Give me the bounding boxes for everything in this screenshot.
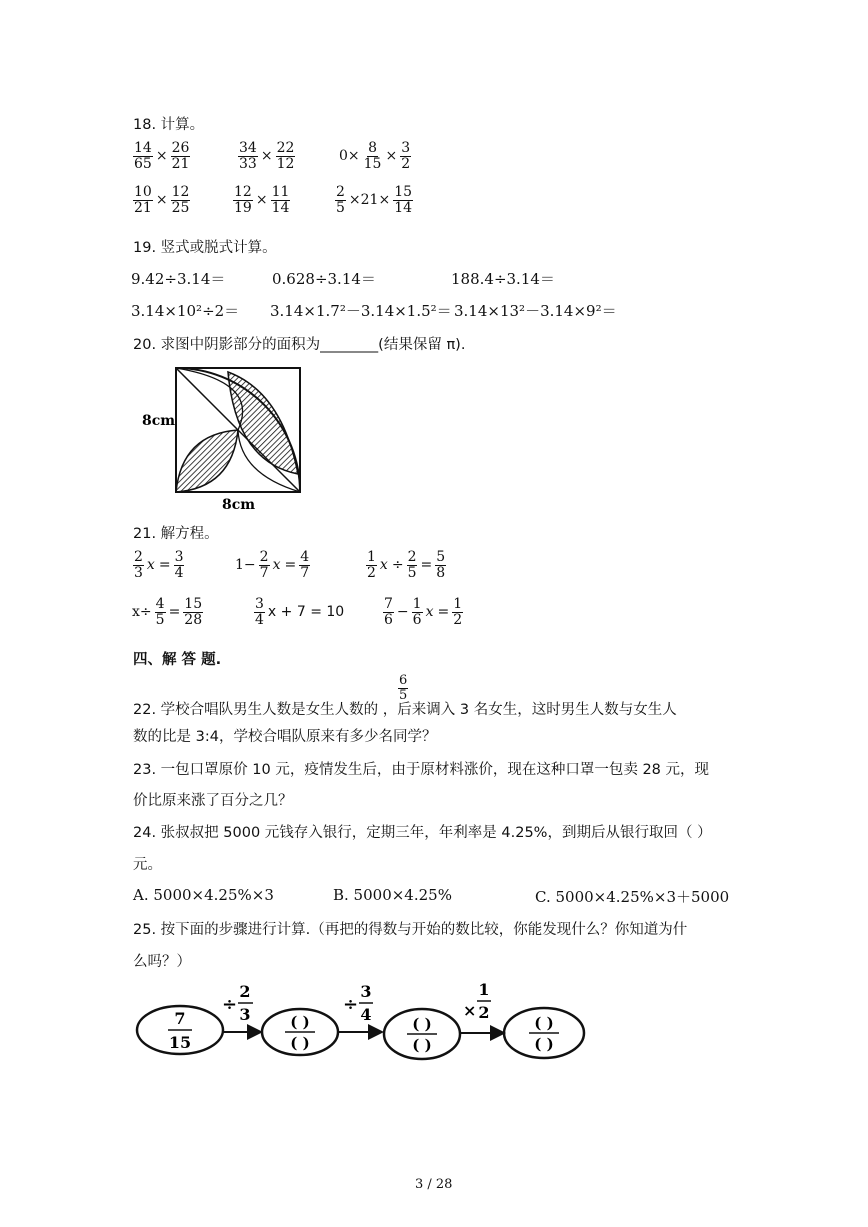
- fraction: $\frac{26}{21}$: [171, 140, 190, 172]
- svg-text:3: 3: [239, 1005, 251, 1024]
- q21-eq-6: $\frac{7}{6}$ − $\frac{1}{6}$ x = $\frac{1}{2}$: [384, 596, 463, 628]
- q19-expr-3: 188.4÷3.14＝: [451, 270, 555, 288]
- q21-eq-2: 1− $\frac{2}{7}$ x = $\frac{4}{7}$: [235, 549, 310, 581]
- op1-symbol: ÷: [222, 994, 238, 1015]
- svg-text:( ): ( ): [290, 1013, 310, 1031]
- q19-expr-2: 0.628÷3.14＝: [272, 270, 376, 288]
- q24-option-a[interactable]: A. 5000×4.25%×3: [133, 886, 274, 904]
- op2-symbol: ÷: [343, 994, 359, 1015]
- q21-eq-4: x÷ $\frac{4}{5}$ = $\frac{15}{28}$: [132, 596, 203, 628]
- q22-line-2: 数的比是 3:4，学校合唱队原来有多少名同学？: [133, 729, 437, 745]
- svg-text:( ): ( ): [534, 1014, 554, 1032]
- q24-line-2: 元。: [133, 857, 162, 873]
- q22-line-1: 22. 学校合唱队男生人数是女生人数的 ，后来调入 3 名女生，这时男生人数与女生人: [133, 702, 677, 718]
- answer-blank[interactable]: ________: [320, 337, 379, 353]
- q21-eq-5: $\frac{3}{4}$ x + 7 = 10: [255, 596, 345, 628]
- q24-line-1: 24. 张叔叔把 5000 元钱存入银行，定期三年，年利率是 4.25%，到期后从银行取回（ ）: [133, 825, 712, 841]
- q25-line-1: 25. 按下面的步骤进行计算.（再把的得数与开始的数比较，你能发现什么？你知道为什: [133, 922, 688, 938]
- svg-text:1: 1: [478, 980, 490, 999]
- q23-line-2: 价比原来涨了百分之几？: [133, 793, 293, 809]
- label-bottom: 8cm: [222, 497, 256, 512]
- q21-eq-1: $\frac{2}{3}$ x = $\frac{3}{4}$: [134, 549, 184, 581]
- q24-option-c[interactable]: C. 5000×4.25%×3＋5000: [535, 888, 730, 906]
- shaded-lens-right: [228, 372, 298, 474]
- section-title: 四、解 答 题.: [133, 652, 222, 668]
- shaded-lens-left: [176, 430, 238, 492]
- q20-title: 20. 求图中阴影部分的面积为________(结果保留 π).: [133, 337, 466, 353]
- q19-expr-1: 9.42÷3.14＝: [131, 270, 226, 288]
- shaded-area-figure: [140, 362, 310, 512]
- q18-expr-1: $\frac{14}{65}$ × $\frac{26}{21}$: [134, 140, 190, 172]
- page-number: 3 / 28: [415, 1177, 453, 1192]
- q22-fraction: $\frac{6}{5}$: [399, 673, 408, 703]
- op3-symbol: ×: [463, 1001, 477, 1020]
- q25-line-2: 么吗？）: [133, 954, 191, 970]
- q18-expr-3: 0× $\frac{8}{15}$ × $\frac{3}{2}$: [339, 140, 411, 172]
- q19-expr-6: 3.14×13²－3.14×9²＝: [454, 302, 617, 320]
- q18-expr-6: $\frac{2}{5}$ ×21× $\frac{15}{14}$: [336, 184, 413, 216]
- q21-title: 21. 解方程。: [133, 526, 219, 542]
- svg-text:( ): ( ): [412, 1015, 432, 1033]
- q19-expr-5: 3.14×1.7²－3.14×1.5²＝: [270, 302, 452, 320]
- q21-eq-3: $\frac{1}{2}$ x ÷ $\frac{2}{5}$ = $\frac{5}{8}$: [367, 549, 446, 581]
- svg-text:2: 2: [239, 982, 251, 1001]
- svg-text:( ): ( ): [534, 1035, 554, 1053]
- q18-expr-5: $\frac{12}{19}$ × $\frac{11}{14}$: [234, 184, 290, 216]
- q24-option-b[interactable]: B. 5000×4.25%: [333, 886, 452, 904]
- q18-expr-2: $\frac{34}{33}$ × $\frac{22}{12}$: [239, 140, 295, 172]
- svg-text:( ): ( ): [290, 1034, 310, 1052]
- label-side: 8cm: [142, 413, 176, 429]
- q19-title: 19. 竖式或脱式计算。: [133, 240, 277, 256]
- step-flow-diagram: [130, 980, 600, 1070]
- svg-text:( ): ( ): [412, 1036, 432, 1054]
- q19-expr-4: 3.14×10²÷2＝: [131, 302, 240, 320]
- q18-expr-4: $\frac{10}{21}$ × $\frac{12}{25}$: [134, 184, 190, 216]
- start-numerator: 7: [174, 1009, 186, 1028]
- q18-title: 18. 计算。: [133, 117, 205, 133]
- start-denominator: 15: [168, 1033, 192, 1052]
- svg-text:3: 3: [360, 982, 372, 1001]
- svg-text:2: 2: [478, 1003, 490, 1022]
- svg-text:4: 4: [360, 1005, 372, 1024]
- fraction: $\frac{14}{65}$: [134, 140, 152, 172]
- q23-line-1: 23. 一包口罩原价 10 元，疫情发生后，由于原材料涨价，现在这种口罩一包卖 28 元，现: [133, 762, 710, 778]
